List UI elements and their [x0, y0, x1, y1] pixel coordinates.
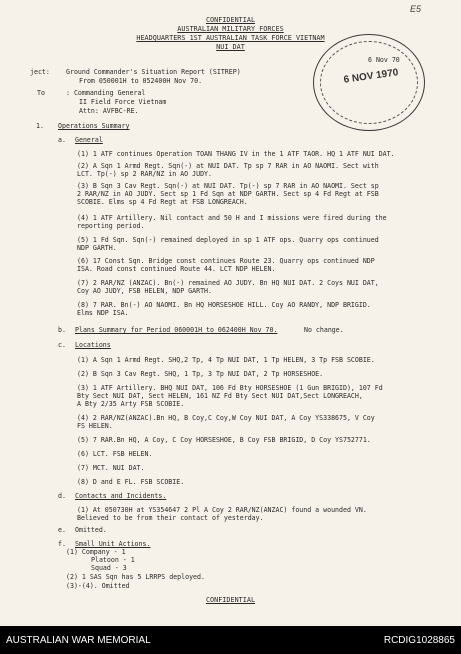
subject-line-1: Ground Commander's Situation Report (SITREP): [66, 68, 241, 76]
subject-label: ject:: [30, 68, 50, 76]
general-item-4-cont: reporting period.: [77, 222, 145, 230]
location-7: (7) MCT. NUI DAT.: [77, 464, 145, 472]
section-number: 1.: [36, 122, 44, 130]
location-4: (4) 2 RAR/NZ(ANZAC).Bn HQ, B Coy,C Coy,W Coy NUI DAT, A Coy YS338675, V Coy: [77, 414, 375, 422]
contact-1-cont: Believed to be from their contact of yesterday.: [77, 514, 264, 522]
general-item-3: (3) B Sqn 3 Cav Regt. Sqn(-) at NUI DAT. Tp(-) sp 7 RAR in AO NAOMI. Sect sp: [77, 182, 379, 190]
to-line-1: : Commanding General: [66, 89, 146, 97]
location-3-cont-2: A Bty 2/35 Arty FSB SCOBIE.: [77, 400, 185, 408]
para-c-label: c.: [58, 341, 66, 349]
location-8: (8) D and E FL. FSB SCOBIE.: [77, 478, 185, 486]
location-5: (5) 7 RAR.Bn HQ, A Coy, C Coy HORSESHOE, B Coy FSB BRIGID, D Coy YS752771.: [77, 436, 371, 444]
small-unit-line-5: (3)-(4). Omitted: [66, 582, 130, 590]
para-e-label: e.: [58, 526, 66, 534]
stamp-date: 6 NOV 1970: [342, 67, 400, 86]
small-unit-line-3: Squad - 3: [91, 564, 127, 572]
general-item-3-cont-1: 2 RAR/NZ in AO JUDY. Sect sp 1 Fd Sqn at NDP GARTH. Sect sp 4 Fd Regt at FSB: [77, 190, 379, 198]
general-item-3-cont-2: SCOBIE. Elms sp 4 Fd Regt at FSB LONGREACH.: [77, 198, 248, 206]
small-unit-line-1: (1) Company - 1: [66, 548, 126, 556]
subject-line-2: From 050001H to 052400H Nov 70.: [79, 77, 203, 85]
corner-mark: E5: [410, 4, 422, 14]
to-label: To: [37, 89, 45, 97]
classification-top: CONFIDENTIAL: [205, 16, 256, 24]
archive-footer: [0, 626, 461, 654]
para-a-label: a.: [58, 136, 66, 144]
small-unit-line-2: Platoon - 1: [91, 556, 135, 564]
to-line-3: Attn: AVFBC-RE.: [79, 107, 139, 115]
force-name: AUSTRALIAN MILITARY FORCES: [177, 25, 284, 33]
section-title: Operations Summary: [58, 122, 130, 130]
para-b-title: Plans Summary for Period 060001H to 062400H Nov 70.: [75, 326, 278, 334]
general-item-2: (2) A Sqn 1 Armd Regt. Sqn(-) at NUI DAT. Tp sp 7 RAR in AO NAOMI. Sect with: [77, 162, 379, 170]
general-item-1: (1) 1 ATF continues Operation TOAN THANG IV in the 1 ATF TAOR. HQ 1 ATF NUI DAT.: [77, 150, 395, 158]
to-line-2: II Field Force Vietnam: [79, 98, 167, 106]
para-f-label: f.: [58, 540, 66, 548]
para-b-tail: No change.: [304, 326, 344, 334]
general-item-5: (5) 1 Fd Sqn. Sqn(-) remained deployed in sp 1 ATF ops. Quarry ops continued: [77, 236, 379, 244]
small-unit-line-4: (2) 1 SAS Sqn has 5 LRRPS deployed.: [66, 573, 205, 581]
para-d-label: d.: [58, 492, 66, 500]
location-1: (1) A Sqn 1 Armd Regt. SHQ,2 Tp, 4 Tp NUI DAT, 1 Tp HELEN, 3 Tp FSB SCOBIE.: [77, 356, 375, 364]
para-a-title: General: [75, 136, 103, 144]
received-stamp: [313, 34, 425, 131]
general-item-7-cont: Coy AO JUDY, FSB HELEN, NDP GARTH.: [77, 287, 212, 295]
location-3: (3) 1 ATF Artillery. BHQ NUI DAT, 106 Fd Bty HORSESHOE (1 Gun BRIGID), 107 Fd: [77, 384, 383, 392]
general-item-7: (7) 2 RAR/NZ (ANZAC). Bn(-) remained AO JUDY. Bn HQ NUI DAT. 2 Coys NUI DAT,: [77, 279, 379, 287]
record-id: RCDIG1028865: [383, 635, 455, 646]
general-item-5-cont: NDP GARTH.: [77, 244, 117, 252]
general-item-6: (6) 17 Const Sqn. Bridge const continues Route 23. Quarry ops continued NDP: [77, 257, 375, 265]
hq-location: NUI DAT: [216, 43, 245, 51]
archive-name: AUSTRALIAN WAR MEMORIAL: [6, 635, 151, 646]
contact-1: (1) At 050730H at YS354647 2 Pl A Coy 2 RAR/NZ(ANZAC) found a wounded VN.: [77, 506, 367, 514]
classification-bottom: CONFIDENTIAL: [205, 596, 256, 604]
document-date: 6 Nov 70: [368, 56, 400, 64]
para-b-label: b.: [58, 326, 66, 334]
location-2: (2) B Sqn 3 Cav Regt. SHQ, 1 Tp, 3 Tp NUI DAT, 2 Tp HORSESHOE.: [77, 370, 324, 378]
general-item-6-cont: ISA. Road const continued Route 44. LCT NDP HELEN.: [77, 265, 276, 273]
general-item-8: (8) 7 RAR. Bn(-) AO NAOMI. Bn HQ HORSESHOE HILL. Coy AO RANDY, NDP BRIGID.: [77, 301, 371, 309]
para-e-text: Omitted.: [75, 526, 107, 534]
general-item-4: (4) 1 ATF Artillery. Nil contact and 50 H and I missions were fired during the: [77, 214, 387, 222]
para-c-title: Locations: [75, 341, 111, 349]
para-d-title: Contacts and Incidents.: [75, 492, 167, 500]
location-6: (6) LCT. FSB HELEN.: [77, 450, 153, 458]
location-4-cont: FS HELEN.: [77, 422, 113, 430]
hq-name: HEADQUARTERS 1ST AUSTRALIAN TASK FORCE VIETNAM: [136, 34, 325, 42]
para-f-title: Small Unit Actions.: [75, 540, 151, 548]
general-item-8-cont: Elms NDP ISA.: [77, 309, 129, 317]
general-item-2-cont: LCT. Tp(-) sp 2 RAR/NZ in AO JUDY.: [77, 170, 212, 178]
location-3-cont-1: Bty Sect NUI DAT, Sect HELEN, 161 NZ Fd Bty Sect NUI DAT,Sect LONGREACH,: [77, 392, 363, 400]
